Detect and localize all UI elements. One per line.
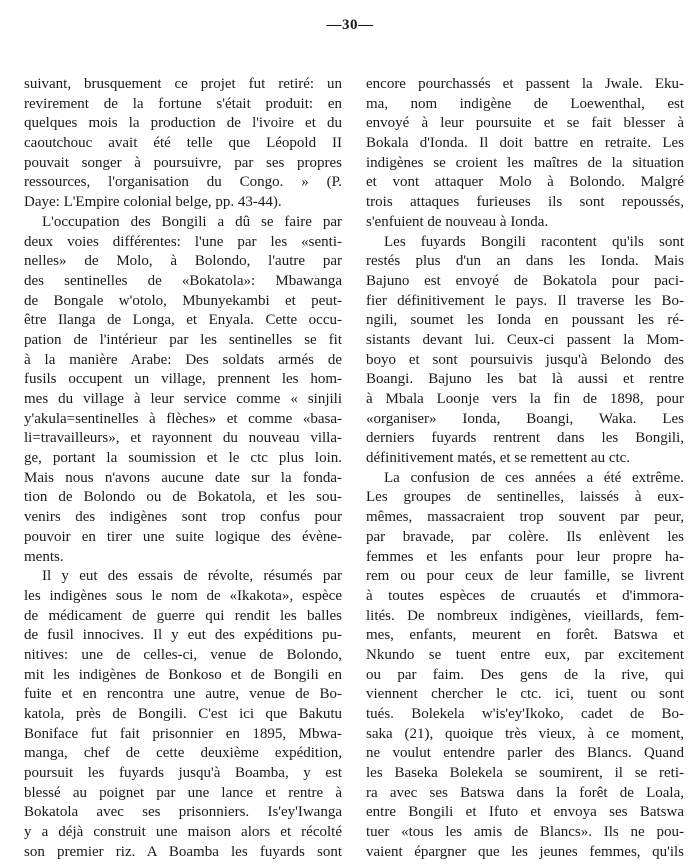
text-line: Bokala d'Ionda. Il doit battre en retraite. Les [366,135,684,152]
text-line: Boangi. Bajuno les bat là aussi et rentre [366,371,684,388]
text-line: Les groupes de sentinelles, laissés à eux- [366,489,684,506]
text-line: définitivement matés, et se remettent au ctc. [366,450,631,467]
text-line: caoutchouc avait été telle que Léopold II [24,135,342,152]
text-line: L'occupation des Bongili a dû se faire par [42,213,342,230]
text-line: trois attaques furieuses ils sont repoussés, [366,194,684,211]
right-column [366,75,684,863]
text-line: revirement de la fortune s'était produit: en [24,95,342,112]
text-line: nelles» de Molo, à Bolondo, l'autre par [24,253,342,270]
text-line: rem ou pour ceux de leur famille, se livrent [366,568,684,585]
text-line: mit les indigènes de Bonkoso et de Bongili en [24,666,342,683]
text-line: ra avec ses Batswa dans la forêt de Loala, [366,784,684,801]
text-line: mes, enfants, meurent en forêt. Batswa et [366,627,684,644]
text-line: poursuit les fuyards jusqu'à Boamba, y est [24,765,342,782]
text-line: ments. [24,548,64,565]
text-line: deux voies différentes: l'une par les «senti- [24,233,342,250]
text-line: li=travailleurs», et rayonnent du nouveau villa- [24,430,342,447]
left-column [24,75,342,863]
text-line: boyo et sont poursuivis jusqu'à Belondo des [366,351,684,368]
text-line: restés plus d'un an dans les Ionda. Mais [366,253,684,270]
text-line: manga, chef de cette deuxième expédition, [24,745,342,762]
text-line: encore pourchassés et passent la Jwale. Eku- [366,76,684,92]
text-line: à la manière Arabe: Des soldats armés de [24,351,342,368]
text-line: y a déjà construit une maison alors et récolté [24,824,342,841]
text-line: venirs des indigènes sont trop confus pour [24,509,342,526]
text-line: envoyé à leur poursuite et se fait blesser à [366,115,684,132]
text-line: ne voulut entendre parler des Blancs. Quand [366,745,684,762]
text-line: de médicament de guerre qui rendit les balles [24,607,342,624]
page-number: —30— [326,17,374,33]
text-line: y'akula=sentinelles à flèches» et comme «basa- [24,410,342,427]
text-line: sistants devant lui. Ceux-ci passent la Mom- [366,331,684,348]
text-line: ressources, l'organisation du Congo. » (P. [24,174,342,191]
text-line: blessé au poignet par une lance et rentre à [24,784,342,801]
text-line: fusils occupent un village, prennent les hom- [24,371,342,388]
text-line: ge, portant la soumission et le ctc plus loin. [24,450,342,467]
text-line: Mais nous n'avons aucune date sur la fonda- [24,469,342,486]
text-line: pation de l'intérieur par les sentinelles se fit [24,331,342,348]
text-line: son premier riz. A Boamba les fuyards sont [24,843,342,860]
text-line: pouvoir en tirer une suite logique des évène- [24,528,342,545]
text-line: tués. Bolekela w'is'ey'Ikoko, cadet de Bo- [366,706,684,722]
text-line: Les fuyards Bongili racontent qu'ils sont [384,233,684,250]
text-line: par bravade, par colère. Ils enlèvent les [366,528,684,545]
text-line: lités. De nombreux indigènes, vieillards, fem- [366,607,684,624]
text-line: Il y eut des essais de révolte, résumés par [42,568,342,585]
text-line: ma, nom indigène de Loewenthal, est [366,95,684,112]
text-line: derniers fuyards rentrent dans les Bongili, [366,430,684,447]
text-line: Boniface fut fait prisonnier en 1895, Mbwa- [24,725,342,742]
text-line: ou par faim. Des gens de la rive, qui [366,666,684,683]
text-line: des sentinelles de «Bokatola»: Mbawanga [24,272,342,289]
text-line: «organiser» Ionda, Boangi, Waka. Les [366,410,684,427]
text-line: pouvait songer à poursuivre, par ses propres [24,154,342,171]
text-line: Bokatola avec ses prisonniers. Is'ey'Iwanga [24,804,342,821]
text-line: indigènes se croient les maîtres de la situation [366,154,684,171]
text-line: être Ilanga de Longa, et Enyala. Cette occu- [24,312,342,329]
text-line: saka (21), quoique très vieux, à ce moment, [366,725,684,742]
text-line: tion de Bolondo ou de Bokatola, et les sou- [24,489,342,506]
text-line: tuer «tous les amis de Blancs». Ils ne pou- [366,824,684,841]
text-line: les Baseka Bolekela se soumirent, il se reti- [366,765,684,782]
text-line: entre Bongili et Ifuto et envoya ses Batswa [366,804,684,821]
text-line: s'enfuient de nouveau à Ionda. [366,213,549,230]
text-line: nitives: une de celles-ci, venue de Bolondo, [24,646,342,663]
text-line: et vont attaquer Molo à Bolondo. Malgré [366,174,684,191]
text-line: fier définitivement le pays. Il traverse les Bo- [366,292,684,309]
text-line: mes du village à leur service comme « sinjili [24,391,342,407]
text-line: mêmes, massacraient trop souvent par peur, [366,509,684,526]
text-line: ngili, soumet les Ionda en poussant les ré- [366,312,684,329]
text-line: femmes et les enfants pour leur propre ha- [366,548,684,565]
text-line: fuite et en rencontra une autre, venue de Bo- [24,686,342,703]
text-line: à Mbala Loonje vers la fin de 1898, pour [366,391,684,407]
text-line: Bajuno est envoyé de Bokatola pour paci- [366,272,684,289]
text-line: de fusil innocives. Il y eut des expéditions pu- [24,627,342,644]
text-line: à toutes espèces de cruautés et d'immora- [366,587,684,604]
text-line: les indigènes sous le nom de «Ikakota», espèce [24,587,342,604]
text-line: vaient épargner que les jeunes femmes, qu'ils [366,843,684,860]
text-line: La confusion de ces années a été extrême. [384,469,684,486]
text-line: suivant, brusquement ce projet fut retiré: un [24,76,342,92]
text-line: katola, près de Bongili. C'est ici que Bakutu [24,706,342,722]
text-line: Daye: L'Empire colonial belge, pp. 43-44). [24,194,282,211]
text-line: Nkundo se tuent entre eux, par excitement [366,646,684,663]
text-line: de Bongale w'otolo, Mbunyekambi et peut- [24,292,342,309]
text-line: viennent chercher le ctc. ici, tuent ou sont [366,686,684,703]
text-line: quelques mois la production de l'ivoire et du [24,115,342,132]
